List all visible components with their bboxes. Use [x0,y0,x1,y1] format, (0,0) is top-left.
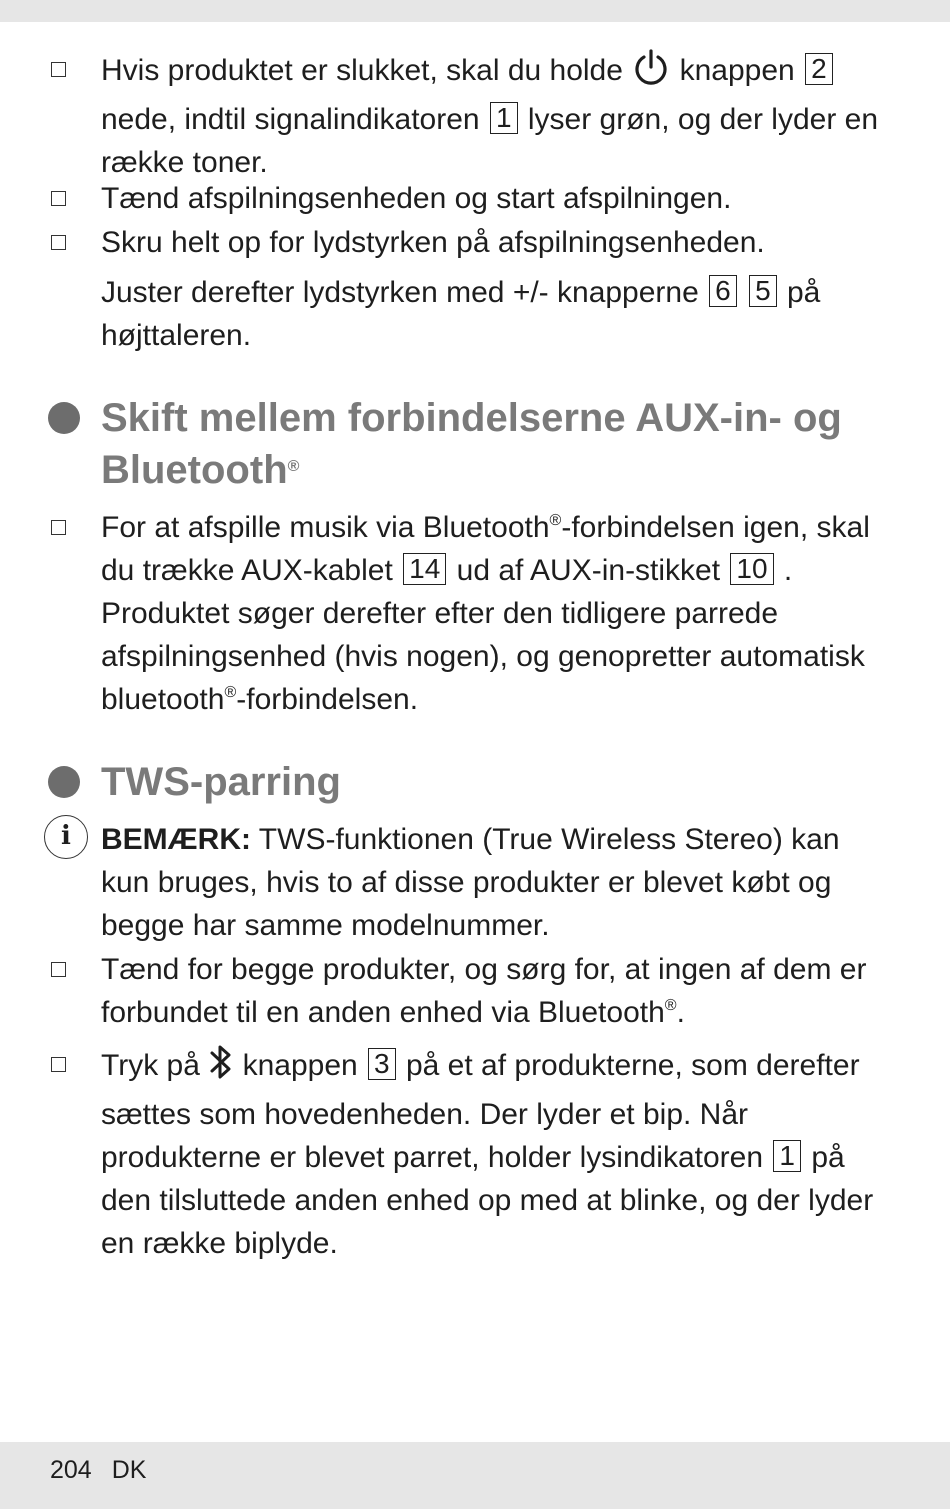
top-bar [0,0,950,22]
ref-box-2: 2 [805,53,833,85]
footer [50,1456,166,1485]
ref-box-1: 1 [773,1140,801,1172]
filled-circle-icon [48,766,80,798]
square-bullet-icon [51,235,66,250]
filled-circle-icon [48,402,80,434]
section-heading-aux-bluetooth: Skift mellem forbindelserne AUX-in- og Bluetooth® [101,396,842,492]
paragraph-power-on: Hvis produktet er slukket, skal du holde knappen 2 nede, indtil signalindikatoren 1 lyser grøn, og der lyder en række toner. [101,48,891,184]
note-label: BEMÆRK: [101,823,251,856]
paragraph-volume-speaker: Juster derefter lydstyrken med +/- knapperne 6 5 på højttaleren. [101,275,821,352]
paragraph-volume-device: Skru helt op for lydstyrken på afspilningsenheden. [101,226,765,259]
paragraph-aux-unplug: For at afspille musik via Bluetooth®-forbindelsen igen, skal du trække AUX-kablet 14 ud af AUX-in-stikket 10 . Produktet søger derefter efter den tidligere parrede afspilningsenhed (hvis nogen), og genopretter automatisk bluetooth®-forbindelsen. [101,511,870,716]
ref-box-14: 14 [403,553,446,585]
ref-box-1: 1 [490,102,518,134]
square-bullet-icon [51,191,66,206]
square-bullet-icon [51,520,66,535]
ref-box-6: 6 [709,275,737,307]
paragraph-power-both: Tænd for begge produkter, og sørg for, at ingen af dem er forbundet til en anden enhed via Bluetooth®. [101,953,867,1029]
page-number: 204 [50,1456,92,1484]
language-code: DK [111,1456,147,1484]
square-bullet-icon [51,962,66,977]
info-icon: i [44,815,88,859]
ref-box-10: 10 [730,553,773,585]
paragraph-press-bluetooth: Tryk på knappen 3 på et af produkterne, som derefter sættes som hovedenheden. Der lyder et bip. Når produkterne er blevet parret, holder lysindikatoren 1 på den tilsluttede anden enhed op med at blinke, og der lyder en række biplyde. [101,1043,891,1265]
square-bullet-icon [51,1057,66,1072]
bluetooth-icon [208,1043,234,1093]
paragraph-start-playback: Tænd afspilningsenheden og start afspilningen. [101,182,732,215]
section-heading-tws: TWS-parring [101,760,341,804]
power-icon [631,48,671,98]
ref-box-3: 3 [368,1048,396,1080]
square-bullet-icon [51,62,66,77]
note-tws: BEMÆRK: TWS-funktionen (True Wireless Stereo) kan kun bruges, hvis to af disse produkter er blevet købt og begge har samme modelnummer. [101,823,840,942]
ref-box-5: 5 [749,275,777,307]
